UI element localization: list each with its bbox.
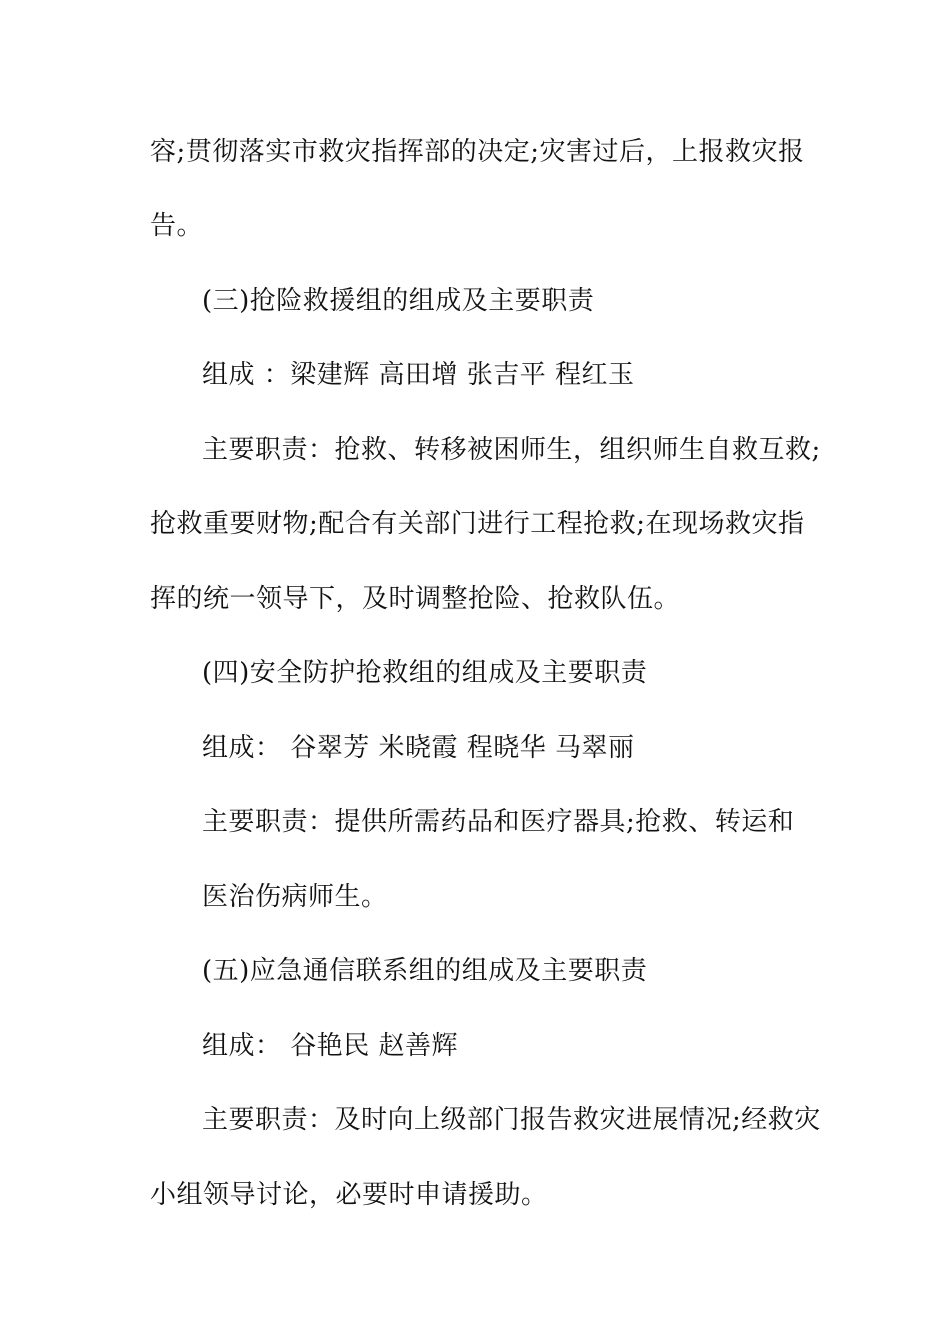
paragraph-continuation-line: 告。 xyxy=(150,211,204,241)
safety-team-duties-line: 主要职责：提供所需药品和医疗器具;抢救、转运和 xyxy=(202,807,795,837)
communication-team-duties-line: 主要职责：及时向上级部门报告救灾进展情况;经救灾 xyxy=(202,1105,821,1135)
communication-team-duties-line: 小组领导讨论，必要时申请援助。 xyxy=(150,1180,548,1210)
rescue-team-duties-line: 主要职责：抢救、转移被困师生，组织师生自救互救; xyxy=(202,435,821,465)
rescue-team-members: 组成 ：梁建辉 高田增 张吉平 程红玉 xyxy=(202,360,635,390)
communication-team-members: 组成： 谷艳民 赵善辉 xyxy=(202,1031,459,1061)
safety-team-duties-line: 医治伤病师生。 xyxy=(202,882,388,912)
rescue-team-duties-line: 挥的统一领导下，及时调整抢险、抢救队伍。 xyxy=(150,584,681,614)
safety-team-members: 组成： 谷翠芳 米晓霞 程晓华 马翠丽 xyxy=(202,733,635,763)
rescue-team-duties-line: 抢救重要财物;配合有关部门进行工程抢救;在现场救灾指 xyxy=(150,509,805,539)
section-heading-communication-team: (五)应急通信联系组的组成及主要职责 xyxy=(202,956,648,986)
paragraph-continuation-line: 容;贯彻落实市救灾指挥部的决定;灾害过后，上报救灾报 xyxy=(150,137,805,167)
section-heading-rescue-team: (三)抢险救援组的组成及主要职责 xyxy=(202,286,595,316)
section-heading-safety-team: (四)安全防护抢救组的组成及主要职责 xyxy=(202,658,648,688)
